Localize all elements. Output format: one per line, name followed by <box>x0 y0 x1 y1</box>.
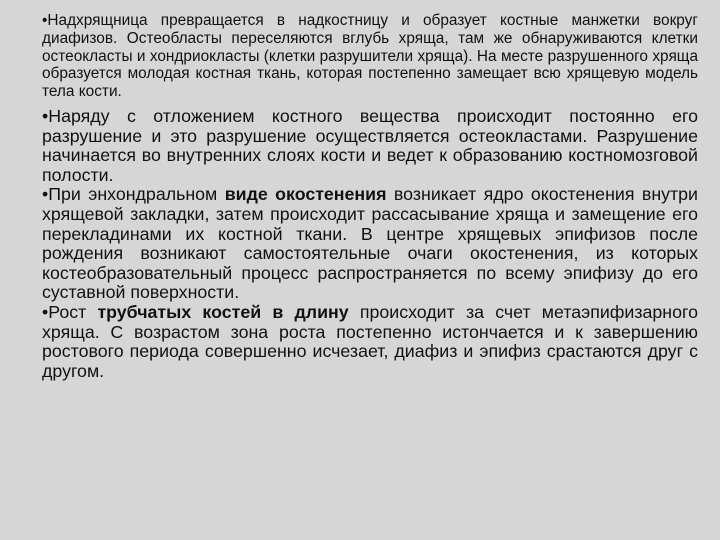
paragraph-3-text-start: При энхондральном <box>48 184 225 205</box>
bullet-marker: • <box>42 105 49 126</box>
paragraph-3-bold-term: виде окостенения <box>224 184 387 205</box>
bullet-marker: • <box>42 184 49 205</box>
paragraph-4-text-end: происходит за счет метаэпифизарного хряща. С возрастом зона роста постепенно истончается и к завершению ростового периода совершенно исчезает, диафиз и эпифиз срастаются друг с другом. <box>42 301 698 381</box>
bullet-marker: • <box>42 301 49 322</box>
bullet-paragraph-2 <box>42 107 698 185</box>
paragraph-4-bold-term: трубчатых костей в длину <box>97 301 349 322</box>
bullet-list <box>42 12 698 381</box>
paragraph-2-text: Наряду с отложением костного вещества происходит постоянно его разрушение и это разрушение осуществляется остеокластами. Разрушение начинается во внутренних слоях кости и ведет к образованию костномозговой полости. <box>42 105 698 185</box>
paragraph-4-text-start: Рост <box>48 301 98 322</box>
paragraph-1-text: Надхрящница превращается в надкостницу и образует костные манжетки вокруг диафизов. Остеобласты переселяются вглубь хряща, там же обнаруживаются клетки остеокласты и хондриокласты (клетки разрушители хряща). На месте разрушенного хряща образуется молодая костная ткань, которая постепенно замещает всю хрящевую модель тела кости. <box>42 12 698 101</box>
paragraph-3-text-end: возникает ядро окостенения внутри хрящевой закладки, затем происходит рассасывание хряща и замещение его перекладинами их костной ткани. В центре хрящевых эпифизов после рождения возникают самостоятельные очаги окостенения, из которых костеобразовательный процесс распространяется по всему эпифизу до его суставной поверхности. <box>42 184 698 303</box>
bullet-paragraph-3 <box>42 185 698 303</box>
bullet-marker: • <box>42 12 48 29</box>
bullet-paragraph-1 <box>42 12 698 101</box>
bullet-paragraph-4 <box>42 303 698 381</box>
